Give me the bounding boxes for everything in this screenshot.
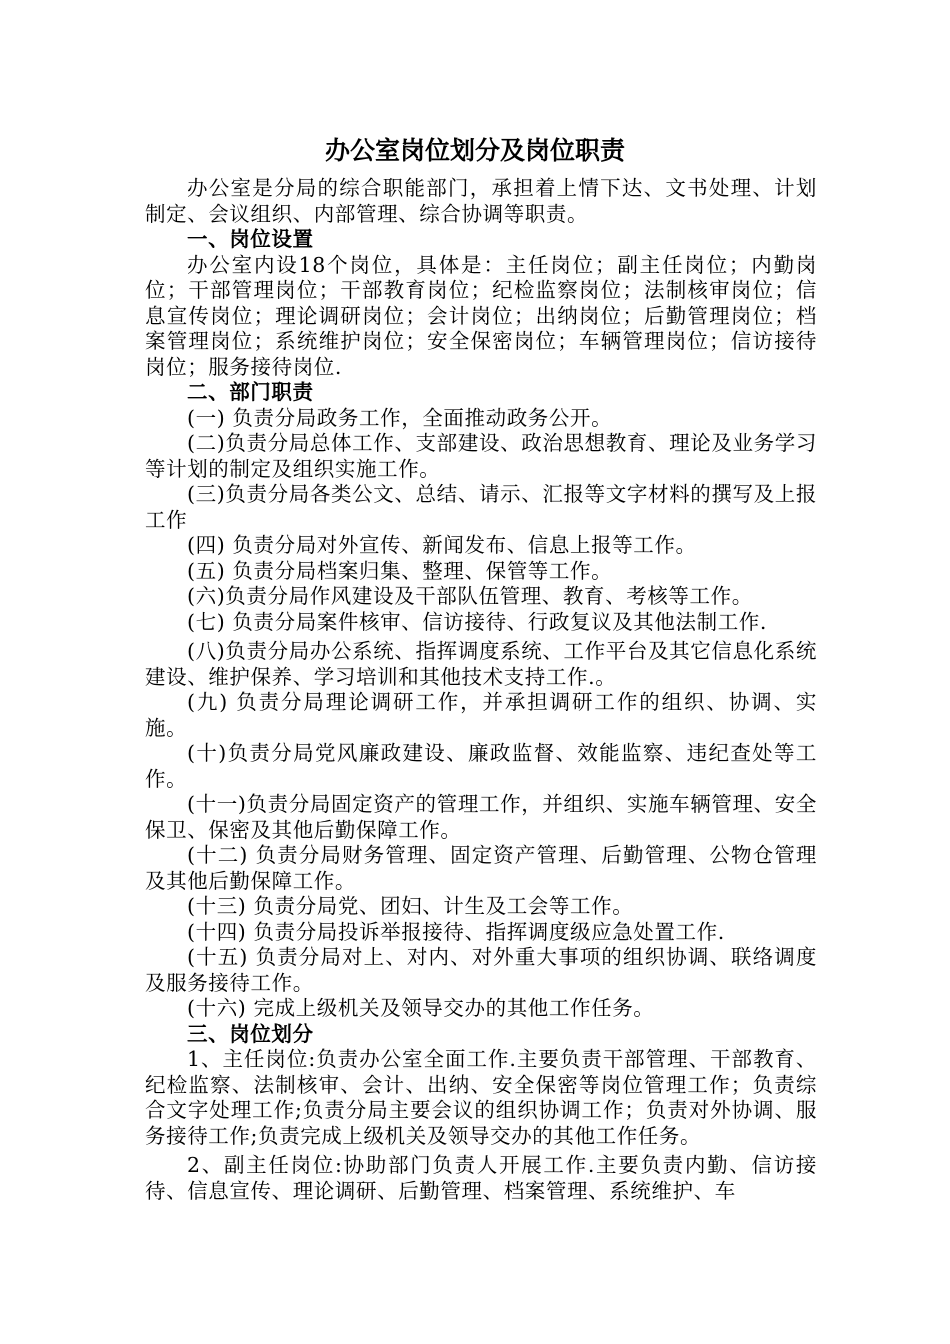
duty-item: (十三) 负责分局党、团妇、计生及工会等工作。 — [187, 894, 634, 918]
duty-item: (八)负责分局办公系统、指挥调度系统、工作平台及其它信息化系统建设、维护保养、学习培训和其他技术支持工作.。 — [145, 639, 817, 689]
duty-item: (三)负责分局各类公文、总结、请示、汇报等文字材料的撰写及上报工作 — [145, 482, 817, 532]
duty-item: (十二) 负责分局财务管理、固定资产管理、后勤管理、公物仓管理及其他后勤保障工作。 — [145, 843, 817, 893]
duty-item: (七) 负责分局案件核审、信访接待、行政复议及其他法制工作. — [187, 609, 768, 634]
section-heading-duties: 二、部门职责 — [187, 380, 314, 404]
division-item: 2、副主任岗位:协助部门负责人开展工作.主要负责内勤、信访接待、信息宣传、理论调研、后勤管理、档案管理、系统维护、车 — [145, 1153, 817, 1203]
duty-item: (一) 负责分局政务工作，全面推动政务公开。 — [187, 405, 613, 430]
intro-paragraph: 办公室是分局的综合职能部门，承担着上情下达、文书处理、计划制定、会议组织、内部管理、综合协调等职责。 — [145, 176, 817, 226]
duty-item: (十四) 负责分局投诉举报接待、指挥调度级应急处置工作. — [187, 919, 725, 944]
section-heading-positions: 一、岗位设置 — [187, 227, 314, 251]
duty-item: (六)负责分局作风建设及干部队伍管理、教育、考核等工作。 — [187, 584, 753, 608]
duty-item: (十一)负责分局固定资产的管理工作，并组织、实施车辆管理、安全保卫、保密及其他后勤保障工作。 — [145, 792, 817, 842]
document-title: 办公室岗位划分及岗位职责 — [324, 136, 625, 165]
duty-item: (十六) 完成上级机关及领导交办的其他工作任务。 — [187, 996, 655, 1020]
division-item: 1、主任岗位:负责办公室全面工作.主要负责干部管理、干部教育、纪检监察、法制核审、会计、出纳、安全保密等岗位管理工作；负责综合文字处理工作;负责分局主要会议的组织协调工作；负责对外协调、服务接待工作;负责完成上级机关及领导交办的其他工作任务。 — [145, 1047, 817, 1148]
duty-item: (十)负责分局党风廉政建设、廉政监督、效能监察、违纪查处等工作。 — [145, 741, 817, 791]
section-heading-division: 三、岗位划分 — [187, 1021, 314, 1046]
duty-item: (二)负责分局总体工作、支部建设、政治思想教育、理论及业务学习等计划的制定及组织实施工作。 — [145, 431, 817, 481]
duty-item: (十五) 负责分局对上、对内、对外重大事项的组织协调、联络调度及服务接待工作。 — [145, 945, 817, 995]
duty-item: (四) 负责分局对外宣传、新闻发布、信息上报等工作。 — [187, 533, 697, 557]
document-body — [145, 176, 817, 1204]
duty-item: (九) 负责分局理论调研工作，并承担调研工作的组织、协调、实施。 — [145, 690, 817, 740]
duty-item: (五) 负责分局档案归集、整理、保管等工作。 — [187, 558, 613, 583]
positions-paragraph: 办公室内设18个岗位，具体是：主任岗位；副主任岗位；内勤岗位；干部管理岗位；干部教育岗位；纪检监察岗位；法制核审岗位；信息宣传岗位；理论调研岗位；会计岗位；出纳岗位；后勤管理岗位；档案管理岗位；系统维护岗位；安全保密岗位；车辆管理岗位；信访接待岗位；服务接待岗位. — [145, 252, 817, 379]
